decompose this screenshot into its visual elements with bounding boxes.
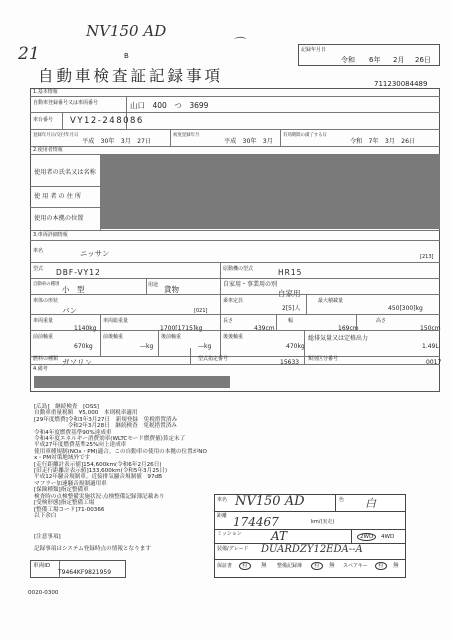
- card-color-label: 色: [339, 497, 345, 503]
- use-label: 用途: [148, 282, 159, 288]
- section4-heading: 4.備考: [33, 366, 48, 372]
- handwritten-corner-mark: ⌒: [232, 36, 245, 50]
- letter-b: B: [124, 52, 129, 60]
- gross-weight-value: 1700[1715]kg: [160, 325, 203, 332]
- record-date-day: 26日: [415, 56, 431, 64]
- rear-front-axle-value: —kg: [198, 343, 212, 350]
- first-reg-value: 平成 30年 3月 27日: [82, 138, 152, 145]
- record-date-label: 記録年月日: [301, 47, 327, 53]
- vehicle-id-value: T9464KF9821959: [58, 569, 112, 576]
- card-grade-value: DUARDZY12EDA--A: [261, 544, 363, 555]
- length-label: 長さ: [223, 318, 234, 324]
- notes-block: [34, 404, 207, 519]
- card-mileage-value: 174467: [233, 515, 279, 529]
- record-date-era: 令和: [341, 56, 355, 64]
- card-grade-label: 装備/グレード: [217, 546, 249, 552]
- expiry-value: 令和 7年 3月 26日: [350, 138, 416, 145]
- displacement-value: 1.49L: [422, 343, 439, 350]
- body-label: 車体の形状: [33, 298, 59, 304]
- note-line: 令和2年3月28日 継続検査 免税措置済み: [34, 423, 177, 430]
- note-line: 検査時の点検整備実施状況:点検整備記録簿記載あり: [34, 493, 165, 500]
- record-date-box: [298, 44, 440, 66]
- displacement-label: 総排気量又は定格出力: [308, 335, 369, 342]
- note-line: x・PM対策地域外です: [34, 455, 91, 462]
- base-location-label: 使用の本拠の位置: [34, 215, 84, 222]
- height-value: 150cm: [420, 325, 441, 332]
- drive-2wd-option: [357, 533, 376, 541]
- front-front-axle-value: 670kg: [74, 343, 93, 350]
- width-value: 169cm: [338, 325, 359, 332]
- record-date-month: 2月: [393, 56, 405, 64]
- note-line: [整備工場コード]71-00366: [34, 506, 105, 513]
- card-warranty-yes: [239, 562, 251, 570]
- first-year-label: 初度登録年月: [173, 133, 200, 138]
- gross-weight-label: 車両総重量: [103, 318, 129, 324]
- card-mileage-label: 距離: [217, 513, 228, 519]
- card-service-label: 整備記録簿: [277, 563, 303, 569]
- designation-label: 型式指定番号: [198, 356, 229, 362]
- note-line: [保険種類]指定整備車: [34, 487, 89, 494]
- note-line: 自動車重量税額 ¥5,000 本則税率適用: [34, 410, 138, 417]
- business-label: 自家用・事業用の別: [223, 281, 278, 288]
- form-code: 0020-0300: [28, 590, 59, 596]
- card-warranty-no: 無: [261, 563, 267, 569]
- reg-number-label: 自動車登録番号又は車両番号: [33, 100, 99, 106]
- spare-yes-circle: 有: [375, 562, 387, 570]
- rear-front-axle-label: 後前軸重: [161, 334, 182, 340]
- engine-value: HR15: [278, 268, 303, 277]
- engine-label: 原動機の型式: [223, 266, 254, 272]
- maker-label: 車名: [33, 248, 44, 254]
- handwritten-corner-number: 21: [18, 44, 40, 64]
- capacity-value: 2[5]人: [282, 305, 301, 312]
- expiry-label: 有効期間の満了する日: [283, 133, 327, 138]
- length-value: 439cm: [254, 325, 275, 332]
- maker-code: [213]: [420, 254, 434, 260]
- handwritten-model: NV150 AD: [86, 22, 167, 40]
- front-rear-axle-value: —kg: [140, 343, 154, 350]
- weight-value: 1140kg: [74, 325, 97, 332]
- capacity-label: 乗車定員: [223, 298, 244, 304]
- note-line: マフラー加速騒音規制適用車: [34, 480, 107, 487]
- section3-heading: 3.車両詳細情報: [33, 232, 68, 238]
- use-value: 貨物: [164, 285, 179, 294]
- note-line: 令和4年度エネルギー消費効率(WLTCモード燃費値)算定未了: [34, 436, 186, 443]
- category-value: 小 型: [62, 285, 85, 294]
- section1-heading: 1.基本情報: [33, 89, 58, 95]
- card-name-value: NV150 AD: [235, 494, 305, 509]
- fuel-value: ガソリン: [62, 358, 92, 367]
- card-name-label: 車名: [217, 497, 228, 503]
- designation-value: 15633: [280, 359, 300, 366]
- redacted-remark: [34, 376, 230, 388]
- note-line: [旧走行距離計表示値]133,600km(令和5年3月25日): [34, 468, 168, 475]
- card-warranty-label: 保証書: [217, 563, 233, 569]
- vin-value: VY12-248086: [70, 116, 144, 126]
- user-address-label: 使用者の住所: [34, 193, 84, 200]
- body-code: [021]: [194, 308, 208, 314]
- front-rear-axle-label: 前後軸重: [103, 334, 124, 340]
- width-label: 幅: [288, 318, 294, 324]
- card-service-yes: [311, 562, 323, 570]
- card-spare-yes: [375, 562, 387, 570]
- note-line: [受検形態]指定整備工場: [34, 500, 95, 507]
- vin-label: 車台番号: [33, 117, 54, 123]
- notice-text: 記録事項はシステム登録時点の情報となります: [34, 546, 151, 552]
- reg-number-value: 山口 400 つ 3699: [130, 101, 209, 110]
- card-spare-label: スペアキー: [343, 563, 368, 569]
- note-line: 使用車種規制(NOx・PM)適合。この自動車の使用の本拠の位置がNO: [34, 448, 207, 455]
- class-label: 類別区分番号: [308, 356, 339, 362]
- note-line: [29年度燃費]令和3年3月27日 新規登録 免税措置済み: [34, 416, 178, 423]
- height-label: 高さ: [376, 318, 387, 324]
- max-load-value: 450[300]kg: [388, 305, 423, 312]
- weight-label: 車両重量: [33, 318, 54, 324]
- card-mission-value: AT: [271, 529, 288, 543]
- card-mileage-unit: km/(実走): [311, 519, 335, 525]
- drive-2wd-circle: 2WD: [357, 533, 376, 541]
- rear-rear-axle-label: 後後軸重: [223, 334, 244, 340]
- first-reg-label: 登録年月日/交付年月日: [33, 133, 79, 138]
- note-line: 以下余白: [34, 512, 57, 519]
- document-number: 711230084489: [374, 80, 428, 88]
- section2-heading: 2.使用者情報: [33, 147, 63, 153]
- user-name-label: 使用者の氏名又は名称: [34, 169, 96, 176]
- note-line: [広島] 継続検査 [OSS]: [34, 404, 99, 410]
- max-load-label: 最大積載量: [318, 298, 344, 304]
- front-front-axle-label: 前前軸重: [33, 334, 54, 340]
- maker-value: ニッサン: [80, 249, 110, 258]
- card-service-no: 無: [329, 563, 335, 569]
- fuel-label: 燃料の種類: [33, 356, 59, 362]
- redacted-user-info: [100, 155, 440, 229]
- note-line: 平成27年度燃費基準25%向上達成車: [34, 442, 127, 449]
- business-value: 自家用: [278, 289, 301, 298]
- model-label: 型式: [33, 266, 44, 272]
- card-color-value: 白: [365, 497, 376, 510]
- vehicle-info-card: [214, 494, 406, 578]
- service-yes-circle: 有: [311, 562, 323, 570]
- body-value: バン: [62, 306, 77, 315]
- note-line: 令和4年度燃費基準90%達成車: [34, 429, 112, 436]
- rear-rear-axle-value: 470kg: [286, 343, 305, 350]
- card-spare-no: 無: [393, 563, 399, 569]
- page-title: 自動車検査証記録事項: [38, 67, 224, 85]
- warranty-yes-circle: 有: [239, 562, 251, 570]
- vehicle-id-label: 車両ID: [33, 563, 51, 569]
- class-value: 0017: [426, 359, 442, 366]
- notice-title: [注意事項]: [34, 534, 61, 540]
- first-year-value: 平成 30年 3月: [224, 138, 273, 145]
- record-date-year: 6年: [369, 56, 381, 64]
- note-line: [走行距離計表示値]154,600km(令和6年2月26日): [34, 461, 162, 468]
- card-mission-label: ミッション: [217, 531, 242, 537]
- model-value: DBF-VY12: [56, 268, 101, 277]
- note-line: 平成12年騒音規制車。近接排気騒音規制値 97dB: [34, 474, 162, 481]
- category-label: 自動車の種別: [33, 282, 60, 287]
- drive-4wd-option: 4WD: [381, 534, 395, 540]
